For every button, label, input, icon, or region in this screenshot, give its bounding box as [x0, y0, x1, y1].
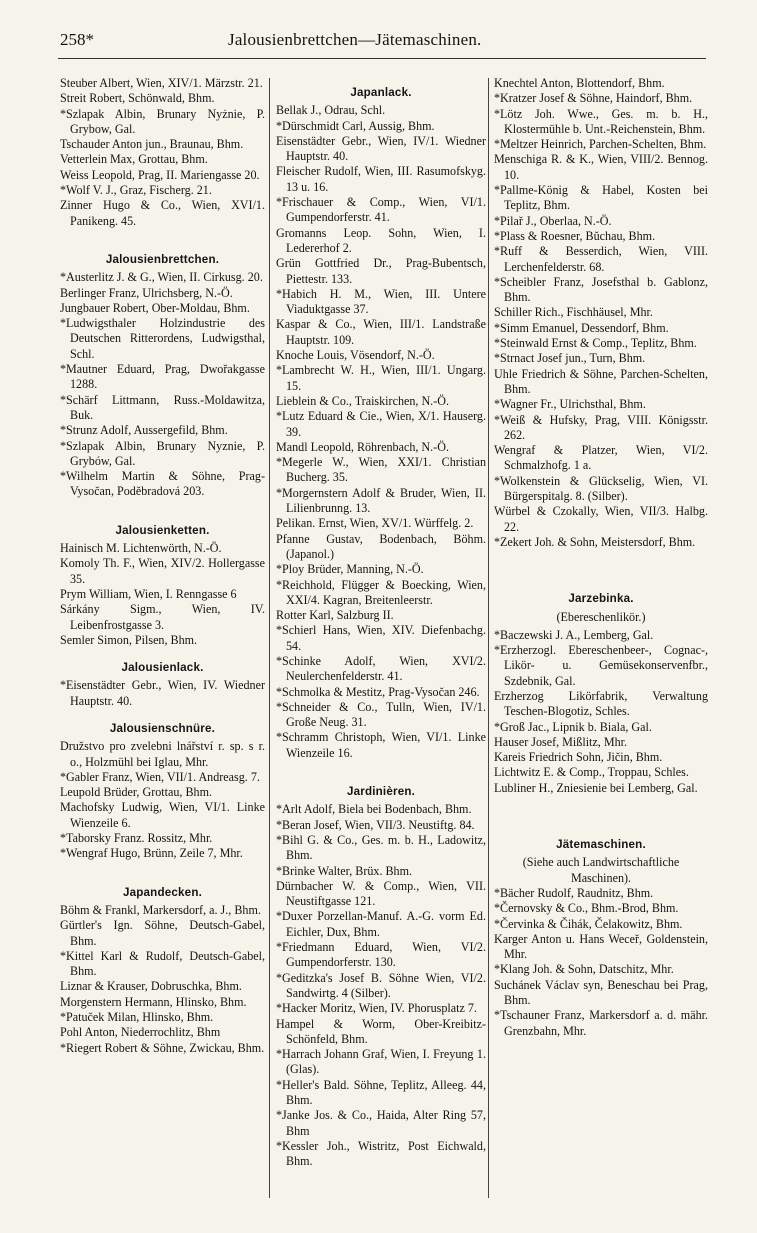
- section-heading: Jarzebinka.: [568, 592, 634, 606]
- directory-entry: Suchánek Václav syn, Beneschau bei Prag, Bhm.: [494, 977, 708, 1008]
- section-heading: Japandecken.: [122, 885, 203, 899]
- spacer: [276, 761, 486, 775]
- directory-entry: *Duxer Porzellan-Manuf. A.-G. vorm Ed. Eichler, Dux, Bhm.: [276, 909, 486, 939]
- directory-entry: *Lambrecht W. H., Wien, III/1. Ungarg. 15.: [276, 363, 486, 393]
- spacer: [60, 648, 265, 651]
- directory-entry: *Wilhelm Martin & Söhne, Prag-Vysočan, Poděbradová 203.: [60, 469, 265, 499]
- directory-entry: *Wolkenstein & Glückselig, Wien, VI. Bürgerspitalg. 8. (Silber).: [494, 473, 708, 504]
- directory-entry: Lubliner H., Zniesienie bei Lemberg, Gal.: [494, 780, 698, 795]
- directory-entry: *Geditzka's Josef B. Söhne Wien, VI/2. Sandwirtg. 4 (Silber).: [276, 970, 486, 1000]
- directory-entry: Liznar & Krauser, Dobruschka, Bhm.: [60, 979, 242, 994]
- directory-entry: *Baczewski J. A., Lemberg, Gal.: [494, 627, 654, 642]
- directory-entry: *Scheibler Franz, Josefsthal b. Gablonz, Bhm.: [494, 274, 708, 305]
- directory-entry: *Lötz Joh. Wwe., Ges. m. b. H., Klostermühle b. Unt.-Reichenstein, Bhm.: [494, 106, 708, 136]
- column-divider: [269, 78, 270, 1198]
- column-divider: [488, 78, 489, 1198]
- directory-entry: *Klang Joh. & Sohn, Datschitz, Mhr.: [494, 962, 674, 977]
- directory-entry: *Pallme-König & Habel, Kosten bei Teplitz, Bhm.: [494, 183, 708, 213]
- directory-entry: *Beran Josef, Wien, VII/3. Neustiftg. 84.: [276, 817, 475, 832]
- directory-entry: *Austerlitz J. & G., Wien, II. Cirkusg. 20.: [60, 270, 263, 285]
- directory-entry: *Černovsky & Co., Bhm.-Brod, Bhm.: [494, 901, 679, 916]
- directory-entry: *Schneider & Co., Tulln, Wien, IV/1. Große Neug. 31.: [276, 699, 486, 730]
- directory-entry: *Bächer Rudolf, Raudnitz, Bhm.: [494, 885, 654, 900]
- directory-entry: Lieblein & Co., Traiskirchen, N.-Ö.: [276, 393, 449, 408]
- directory-entry: Lichtwitz E. & Comp., Troppau, Schles.: [494, 765, 689, 780]
- directory-entry: *Dürschmidt Carl, Aussig, Bhm.: [276, 118, 435, 133]
- directory-entry: Prym William, Wien, I. Renngasse 6: [60, 586, 237, 601]
- page-header: [60, 30, 717, 56]
- directory-entry: Hampel & Worm, Ober-Kreibitz-Schönfeld, Bhm.: [276, 1016, 486, 1046]
- directory-entry: Erzherzog Likörfabrik, Verwaltung Teschen-Blogotiz, Schles.: [494, 688, 708, 719]
- header-rule: [58, 58, 706, 59]
- column-3: [494, 76, 708, 1039]
- directory-entry: *Červinka & Čihák, Čelakowitz, Bhm.: [494, 916, 683, 931]
- directory-entry: Morgenstern Hermann, Hlinsko, Bhm.: [60, 994, 247, 1009]
- directory-entry: *Schmolka & Mestitz, Prag-Vysočan 246.: [276, 684, 480, 699]
- directory-entry: *Riegert Robert & Söhne, Zwickau, Bhm.: [60, 1040, 265, 1055]
- page-number: 258*: [60, 30, 94, 49]
- directory-entry: *Kratzer Josef & Söhne, Haindorf, Bhm.: [494, 91, 693, 106]
- directory-entry: *Pilař J., Oberlaa, N.-Ö.: [494, 213, 612, 228]
- section-note: (Ebereschenlikör.): [556, 609, 646, 624]
- directory-entry: Uhle Friedrich & Söhne, Parchen-Schelten, Bhm.: [494, 366, 708, 396]
- directory-entry: *Habich H. M., Wien, III. Untere Viaduktgasse 37.: [276, 286, 486, 317]
- directory-entry: *Harrach Johann Graf, Wien, I. Freyung 1. (Glas).: [276, 1047, 486, 1077]
- directory-entry: *Strunz Adolf, Aussergefild, Bhm.: [60, 423, 228, 438]
- directory-entry: Berlinger Franz, Ulrichsberg, N.-Ö.: [60, 285, 233, 300]
- directory-entry: Machofsky Ludwig, Wien, VI/1. Linke Wienzeile 6.: [60, 800, 265, 830]
- directory-entry: *Bihl G. & Co., Ges. m. b. H., Ladowitz, Bhm.: [276, 832, 486, 863]
- directory-columns: [60, 76, 708, 1216]
- column-2: [276, 76, 486, 1169]
- directory-entry: *Taborsky Franz. Rossitz, Mhr.: [60, 831, 213, 846]
- spacer: [494, 550, 708, 582]
- directory-entry: Jungbauer Robert, Ober-Moldau, Bhm.: [60, 300, 250, 315]
- directory-entry: *Erzherzogl. Ebereschenbeer-, Cognac-, Likör- u. Gemüsekonservenfbr., Szdebnik, Gal.: [494, 643, 708, 688]
- directory-entry: Komoly Th. F., Wien, XIV/2. Hollergasse 35.: [60, 556, 265, 586]
- directory-entry: *Simm Emanuel, Dessendorf, Bhm.: [494, 320, 669, 335]
- section-heading: Jalousienketten.: [115, 523, 210, 537]
- directory-entry: *Zekert Joh. & Sohn, Meistersdorf, Bhm.: [494, 534, 696, 549]
- directory-entry: Steuber Albert, Wien, XIV/1. Märzstr. 21.: [60, 76, 263, 90]
- spacer: [60, 500, 265, 514]
- directory-entry: Hauser Josef, Mißlitz, Mhr.: [494, 734, 628, 749]
- directory-entry: Bellak J., Odrau, Schl.: [276, 103, 386, 118]
- directory-entry: *Gabler Franz, Wien, VII/1. Andreasg. 7.: [60, 769, 260, 784]
- directory-entry: *Friedmann Eduard, Wien, VI/2. Gumpendorferstr. 130.: [276, 940, 486, 970]
- directory-entry: Leupold Brüder, Grottau, Bhm.: [60, 785, 213, 800]
- directory-entry: *Tschauner Franz, Markersdorf a. d. mähr. Grenzbahn, Mhr.: [494, 1008, 708, 1038]
- directory-entry: *Kittel Karl & Rudolf, Deutsch-Gabel, Bhm.: [60, 948, 265, 979]
- directory-entry: Gromanns Leop. Sohn, Wien, I. Ledererhof 2.: [276, 225, 486, 255]
- directory-entry: *Morgernstern Adolf & Bruder, Wien, II. Lilienbrunng. 13.: [276, 485, 486, 516]
- directory-entry: *Reichhold, Flügger & Boecking, Wien, XXI/4. Kagran, Breitenleerstr.: [276, 577, 486, 607]
- directory-entry: *Heller's Bald. Söhne, Teplitz, Alleeg. 44, Bhm.: [276, 1077, 486, 1107]
- directory-entry: Würbel & Czokally, Wien, VII/3. Halbg. 22.: [494, 504, 708, 534]
- directory-entry: *Ludwigsthaler Holzindustrie des Deutschen Ritterordens, Ludwigsthal, Schl.: [60, 316, 265, 361]
- section-heading: Jalousienbrettchen.: [105, 252, 220, 266]
- directory-entry: *Schärf Littmann, Russ.-Moldawitza, Buk.: [60, 392, 265, 422]
- directory-entry: Vetterlein Max, Grottau, Bhm.: [60, 152, 208, 167]
- running-title: Jalousienbrettchen—Jätemaschinen.: [228, 30, 482, 49]
- directory-entry: Karger Anton u. Hans Weceř, Goldenstein, Mhr.: [494, 931, 708, 962]
- directory-entry: *Megerle W., Wien, XXI/1. Christian Bucherg. 35.: [276, 455, 486, 485]
- directory-entry: Tschauder Anton jun., Braunau, Bhm.: [60, 137, 244, 152]
- directory-entry: *Brinke Walter, Brüx. Bhm.: [276, 863, 413, 878]
- directory-entry: Hainisch M. Lichtenwörth, N.-Ö.: [60, 541, 222, 556]
- spacer: [60, 862, 265, 876]
- directory-entry: Eisenstädter Gebr., Wien, IV/1. Wiedner Hauptstr. 40.: [276, 133, 486, 164]
- directory-entry: *Eisenstädter Gebr., Wien, IV. Wiedner Hauptstr. 40.: [60, 678, 265, 708]
- directory-entry: Dürnbacher W. & Comp., Wien, VII. Neustiftgasse 121.: [276, 878, 486, 909]
- directory-entry: Zinner Hugo & Co., Wien, XVI/1. Panikeng. 45.: [60, 198, 265, 228]
- directory-entry: Knoche Louis, Vösendorf, N.-Ö.: [276, 348, 435, 363]
- directory-entry: Kareis Friedrich Sohn, Jičin, Bhm.: [494, 750, 663, 765]
- directory-entry: Kaspar & Co., Wien, III/1. Landstraße Hauptstr. 109.: [276, 317, 486, 347]
- directory-entry: *Strnact Josef jun., Turn, Bhm.: [494, 351, 646, 366]
- directory-entry: Mandl Leopold, Röhrenbach, N.-Ö.: [276, 439, 449, 454]
- directory-entry: Grün Gottfried Dr., Prag-Bubentsch, Piettestr. 133.: [276, 256, 486, 286]
- directory-entry: Pelikan. Ernst, Wien, XV/1. Würffelg. 2.: [276, 516, 474, 531]
- spacer: [60, 709, 265, 712]
- directory-entry: *Weiß & Hufsky, Prag, VIII. Königsstr. 262.: [494, 412, 708, 442]
- directory-entry: Streit Robert, Schönwald, Bhm.: [60, 91, 215, 106]
- directory-entry: *Meltzer Heinrich, Parchen-Schelten, Bhm.: [494, 137, 707, 152]
- directory-entry: *Schierl Hans, Wien, XIV. Diefenbachg. 54.: [276, 623, 486, 653]
- directory-entry: *Szlapak Albin, Brunary Nyżnie, P. Grybow, Gal.: [60, 106, 265, 136]
- directory-entry: *Wagner Fr., Ulrichsthal, Bhm.: [494, 397, 646, 412]
- directory-entry: Wengraf & Platzer, Wien, VI/2. Schmalzhofg. 1 a.: [494, 443, 708, 473]
- directory-entry: *Mautner Eduard, Prag, Dwořakgasse 1288.: [60, 362, 265, 392]
- directory-entry: *Frischauer & Comp., Wien, VI/1. Gumpendorferstr. 41.: [276, 195, 486, 225]
- directory-entry: Menschiga R. & K., Wien, VIII/2. Bennog. 10.: [494, 152, 708, 182]
- section-note: (Siehe auch Landwirtschaftliche Maschinen).: [522, 855, 680, 885]
- directory-entry: *Schinke Adolf, Wien, XVI/2. Neulerchenfelderstr. 41.: [276, 653, 486, 684]
- directory-entry: *Janke Jos. & Co., Haida, Alter Ring 57, Bhm: [276, 1108, 486, 1138]
- spacer: [60, 229, 265, 243]
- directory-entry: *Patuček Milan, Hlinsko, Bhm.: [60, 1010, 214, 1025]
- directory-entry: Schiller Rich., Fischhäusel, Mhr.: [494, 305, 653, 320]
- directory-entry: Pfanne Gustav, Bodenbach, Böhm. (Japanol.): [276, 531, 486, 561]
- directory-entry: Družstvo pro zvelebni lnářství r. sp. s r. o., Holzmühl bei Iglau, Mhr.: [60, 739, 265, 769]
- directory-entry: Semler Simon, Pilsen, Bhm.: [60, 632, 198, 647]
- spacer: [494, 796, 708, 828]
- directory-entry: *Szlapak Albin, Brunary Nyznie, P. Grybów, Gal.: [60, 438, 265, 468]
- directory-entry: *Hacker Moritz, Wien, IV. Phorusplatz 7.: [276, 1001, 477, 1016]
- directory-entry: Knechtel Anton, Blottendorf, Bhm.: [494, 76, 665, 90]
- directory-entry: *Groß Jac., Lipnik b. Biala, Gal.: [494, 719, 652, 734]
- directory-entry: *Plass & Roesner, Bŭchau, Bhm.: [494, 228, 656, 243]
- directory-entry: Pohl Anton, Niederrochlitz, Bhm: [60, 1025, 221, 1040]
- directory-entry: Fleischer Rudolf, Wien, III. Rasumofskyg. 13 u. 16.: [276, 164, 486, 194]
- directory-entry: Weiss Leopold, Prag, II. Mariengasse 20.: [60, 167, 260, 182]
- directory-entry: *Ruff & Besserdich, Wien, VIII. Lerchenfelderstr. 68.: [494, 244, 708, 274]
- directory-entry: *Kessler Joh., Wistritz, Post Eichwald, Bhm.: [276, 1138, 486, 1169]
- section-heading: Jalousienschnüre.: [109, 721, 216, 735]
- directory-entry: *Wengraf Hugo, Brünn, Zeile 7, Mhr.: [60, 846, 243, 861]
- section-heading: Jalousienlack.: [121, 661, 204, 675]
- directory-entry: Sárkány Sigm., Wien, IV. Leibenfrostgasse 3.: [60, 602, 265, 632]
- section-heading: Japanlack.: [350, 86, 412, 99]
- section-heading: Jätemaschinen.: [556, 838, 646, 852]
- directory-entry: *Schramm Christoph, Wien, VI/1. Linke Wienzeile 16.: [276, 730, 486, 760]
- directory-entry: *Lutz Eduard & Cie., Wien, X/1. Hauserg. 39.: [276, 409, 486, 439]
- directory-entry: *Ploy Brüder, Manning, N.-Ö.: [276, 562, 424, 577]
- directory-entry: *Wolf V. J., Graz, Fischerg. 21.: [60, 183, 212, 198]
- directory-entry: Gürtler's Ign. Söhne, Deutsch-Gabel, Bhm.: [60, 918, 265, 948]
- directory-entry: *Steinwald Ernst & Comp., Teplitz, Bhm.: [494, 336, 697, 351]
- directory-entry: Rotter Karl, Salzburg II.: [276, 608, 394, 623]
- directory-entry: *Arlt Adolf, Biela bei Bodenbach, Bhm.: [276, 802, 472, 817]
- column-1: [60, 76, 265, 1056]
- section-heading: Jardinièren.: [346, 785, 416, 799]
- directory-entry: Böhm & Frankl, Markersdorf, a. J., Bhm.: [60, 902, 261, 917]
